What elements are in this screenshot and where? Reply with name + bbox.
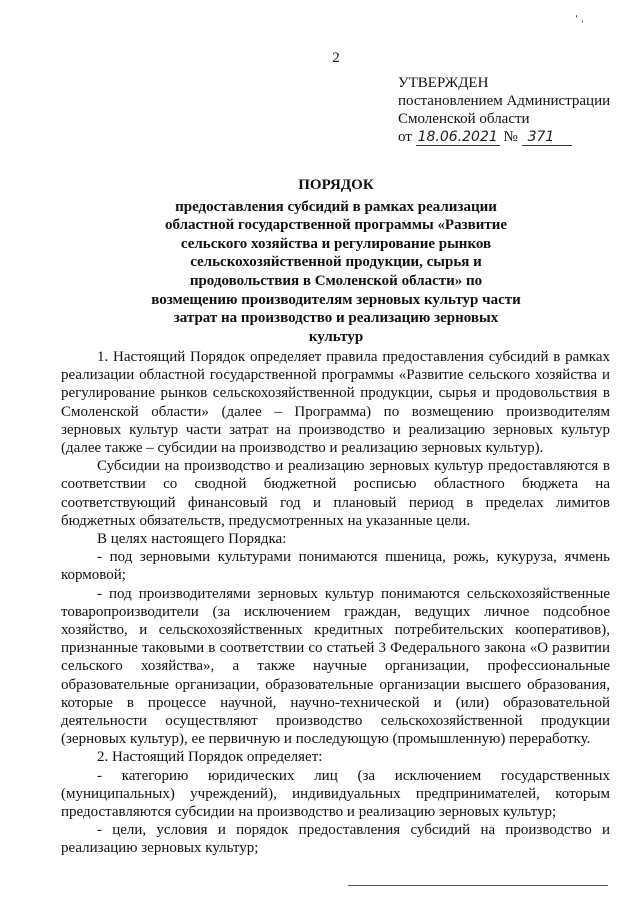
title-heading: ПОРЯДОК <box>298 177 374 193</box>
paragraph: - категорию юридических лиц (за исключением государственных (муниципальных) учреждений), индивидуальных предпринимателей, которым предоставляются субсидии на производство и реализацию зерновых культур; <box>61 767 610 821</box>
paragraph: - под зерновыми культурами понимаются пшеница, рожь, кукуруза, ячмень кормовой; <box>61 549 610 584</box>
footer-divider <box>348 885 608 886</box>
approval-line3: Смоленской области <box>398 111 530 127</box>
paragraph: Субсидии на производство и реализацию зерновых культур предоставляются в соответствии со сводной бюджетной росписью областного бюджета на соответствующий финансовый год и плановый период в пределах лимитов бюджетных обязательств, предусмотренных на указанные цели. <box>61 458 610 529</box>
approval-line1: УТВЕРЖДЕН <box>398 75 489 91</box>
approval-stamp <box>398 74 628 146</box>
document-body <box>61 348 610 858</box>
paragraph: 1. Настоящий Порядок определяет правила предоставления субсидий в рамках реализации областной государственной программы «Развитие сельского хозяйства и регулирование рынков сельскохозяйственной продукции, сырья и продовольствия в Смоленской области» (далее – Программа) по возмещению производителям зерновых культур части затрат на производство и реализацию зерновых культур (далее также – субсидии на производство и реализацию зерновых культур). <box>61 349 610 457</box>
paragraph: - цели, условия и порядок предоставления субсидий на производство и реализацию зерновых культур; <box>61 822 610 857</box>
number-label: № <box>503 129 518 145</box>
paragraph: В целях настоящего Порядка: <box>97 531 287 548</box>
approval-date: 18.06.2021 <box>417 129 498 145</box>
paragraph: - под производителями зерновых культур понимаются сельскохозяйственные товаропроизводители (за исключением граждан, ведущих личное подсобное хозяйство, и сельскохозяйственных кредитных потребительских кооперативов), признанные таковыми в соответствии со статьей 3 Федерального закона «О развитии сельского хозяйства», а также научные организации, профессиональные образовательные организации, образовательные организации высшего образования, которые в процессе научной, научно-технической и (или) образовательной деятельности осуществляют производство сельскохозяйственной продукции (зерновых культур), ее первичную и последующую (промышленную) переработку. <box>61 585 610 748</box>
approval-number: 371 <box>522 129 573 146</box>
approval-date-line <box>398 128 628 146</box>
corner-marks: ' , <box>575 14 585 25</box>
approval-line2: постановлением Администрации <box>398 93 611 109</box>
page-number: 2 <box>332 50 340 66</box>
title-subtitle: предоставления субсидий в рамках реализации областной государственной программы «Развитие сельского хозяйства и регулирование рынков сельскохозяйственной продукции, сырья и продовольствия в Смоленской области» по возмещению производителям зерновых культур части затрат на производство и реализацию зерновых культур <box>151 198 521 345</box>
document-title <box>150 176 522 346</box>
from-label: от <box>398 129 412 145</box>
paragraph: 2. Настоящий Порядок определяет: <box>97 749 323 766</box>
